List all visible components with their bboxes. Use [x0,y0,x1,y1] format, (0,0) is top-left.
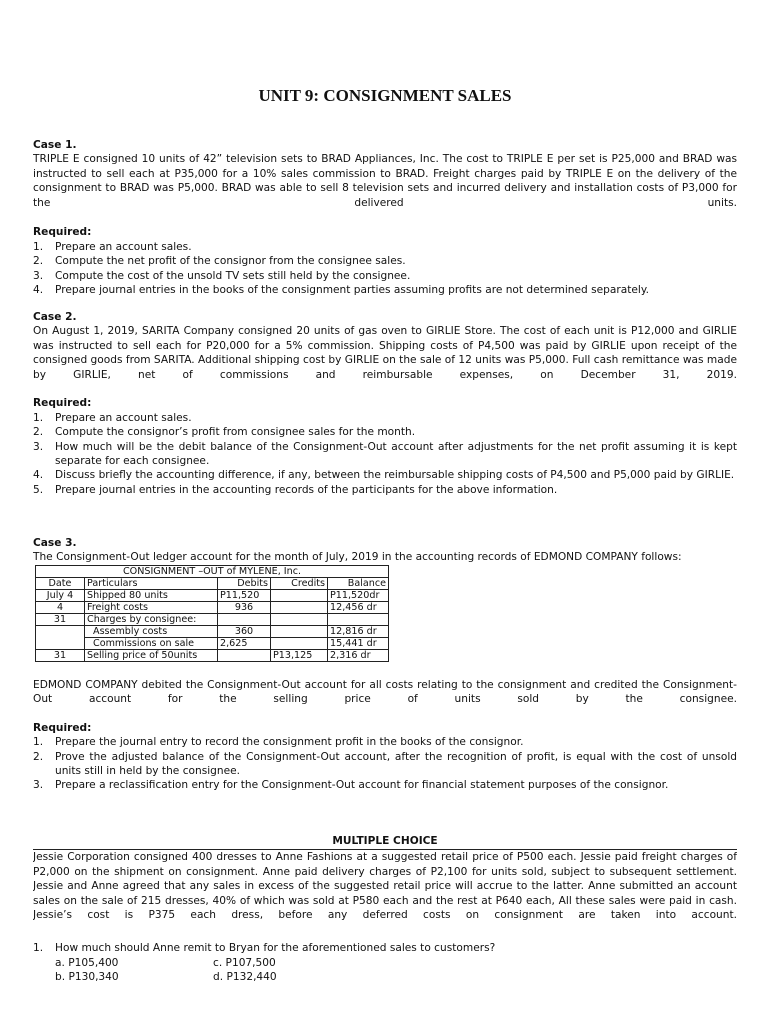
case-1-body: TRIPLE E consigned 10 units of 42” television sets to BRAD Appliances, Inc. The cost to TRIPLE E per set is P25,000 and BRAD was instructed to sell each at P35,000 for a 10% sales commission to BRAD. Freight charges paid by TRIPLE E on the delivery of the consignment to BRAD was P5,000. BRAD was able to sell 8 television sets and incurred delivery and installation costs of P3,000 for the delivered units. [33,153,737,209]
ledger-particulars: Freight costs [85,601,218,613]
case-3-section [33,536,737,793]
table-row [36,649,389,661]
case-2-body: On August 1, 2019, SARITA Company consigned 20 units of gas oven to GIRLIE Store. The cost of each unit is P12,000 and GIRLIE was instructed to sell each for P20,000 for a 5% commission. Shipping costs of P4,500 was paid by GIRLIE upon receipt of the consigned goods from SARITA. Additional shipping cost by GIRLIE on the sale of 12 units was P5,000. Full cash remittance was made by GIRLIE, net of commissions and reimbursable expenses, on December 31, 2019. [33,325,737,381]
ledger-particulars: Assembly costs [85,625,218,637]
case-3-required-label: Required: [33,721,92,734]
ledger-debit: 360 [218,625,271,637]
case-1-required-label: Required: [33,226,92,239]
ledger-credit [271,601,328,613]
ledger-balance: P11,520dr [328,589,389,601]
list-item: 1. Prepare the journal entry to record the consignment profit in the books of the consignor. [33,736,524,749]
ledger-credit [271,625,328,637]
list-item: 2. Compute the net profit of the consignor from the consignee sales. [33,255,406,268]
ledger-header-debits: Debits [218,577,271,589]
list-item: 1. Prepare an account sales. [33,411,192,424]
ledger-title: CONSIGNMENT –OUT of MYLENE, Inc. [36,565,389,577]
ledger-debit: P11,520 [218,589,271,601]
list-item: 4. Prepare journal entries in the books of the consignment parties assuming profits are not determined separately. [33,284,649,297]
ledger-date [36,625,85,637]
list-item: 2. Compute the consignor’s profit from consignee sales for the month. [33,426,416,439]
ledger-balance: 2,316 dr [328,649,389,661]
ledger-header-particulars: Particulars [85,577,218,589]
case-2-heading: Case 2. [33,311,77,323]
case-1-heading: Case 1. [33,139,77,151]
ledger-date: 31 [36,613,85,625]
ledger-credit [271,637,328,649]
ledger-table [35,565,389,662]
ledger-balance [328,613,389,625]
case-2-required-label: Required: [33,397,92,410]
ledger-header-row [36,577,389,589]
question-item: 1. How much should Anne remit to Bryan for the aforementioned sales to customers? [33,942,496,955]
list-item: 1. Prepare an account sales. [33,240,192,253]
question-list [33,941,737,955]
list-item: 2. Prove the adjusted balance of the Consignment-Out account, after the recognition of profit, is equal with the cost of unsold units still in held by the consignee. [33,750,737,778]
page-title: UNIT 9: CONSIGNMENT SALES [258,86,512,105]
list-item: 3. How much will be the debit balance of the Consignment-Out account after adjustments for the net profit assuming it is kept separate for each consignee. [33,440,737,468]
ledger-balance: 12,456 dr [328,601,389,613]
list-item: 3. Prepare a reclassification entry for the Consignment-Out account for financial statement purposes of the consignor. [33,779,669,792]
ledger-particulars: Selling price of 50units [85,649,218,661]
list-item: 5. Prepare journal entries in the accounting records of the participants for the above information. [33,483,558,496]
case-3-intro: The Consignment-Out ledger account for the month of July, 2019 in the accounting records of EDMOND COMPANY follows: [33,551,682,564]
ledger-debit: 936 [218,601,271,613]
table-row [36,589,389,601]
table-row [36,625,389,637]
multiple-choice-title: MULTIPLE CHOICE [332,835,438,847]
list-item: 4. Discuss briefly the accounting difference, if any, between the reimbursable shipping costs of P4,500 and P5,000 paid by GIRLIE. [33,469,735,482]
ledger-debit [218,649,271,661]
case-2-required-list [33,411,737,497]
ledger-particulars: Shipped 80 units [85,589,218,601]
multiple-choice-section [33,834,737,984]
ledger-balance: 12,816 dr [328,625,389,637]
ledger-credit [271,613,328,625]
multiple-choice-body: Jessie Corporation consigned 400 dresses to Anne Fashions at a suggested retail price of P500 each. Jessie paid freight charges of P2,000 on the shipment on consignment. Anne paid delivery charges of P2,100 for units sold, subject to subsequent settlement. Jessie and Anne agreed that any sales in excess of the suggested retail price will accrue to the latter. Anne submitted an account sales on the sale of 215 dresses, 40% of which was sold at P580 each and the rest at P640 each, All these sales were paid in cash. Jessie’s cost is P375 each dress, before any deferred costs on consignment are taken into account. [33,851,737,922]
ledger-credit [271,589,328,601]
question-text: How much should Anne remit to Bryan for the aforementioned sales to customers? [55,942,496,955]
answer-options [33,956,737,984]
ledger-date [36,637,85,649]
table-row [36,601,389,613]
table-row [36,637,389,649]
case-3-required-list [33,735,737,793]
table-row [36,613,389,625]
ledger-header-balance: Balance [328,577,389,589]
ledger-date: 4 [36,601,85,613]
ledger-header-date: Date [36,577,85,589]
option-c[interactable]: c. P107,500 [213,956,276,969]
case-1-required-list [33,240,737,298]
ledger-credit: P13,125 [271,649,328,661]
ledger-date: 31 [36,649,85,661]
ledger-balance: 15,441 dr [328,637,389,649]
case-3-note: EDMOND COMPANY debited the Consignment-Out account for all costs relating to the consignment and credited the Consignment-Out account for the selling price of units sold by the consignee. [33,678,737,706]
option-a[interactable]: a. P105,400 [55,956,119,969]
case-3-heading: Case 3. [33,537,77,549]
case-2-section [33,310,737,497]
ledger-debit [218,613,271,625]
ledger-date: July 4 [36,589,85,601]
ledger-header-credits: Credits [271,577,328,589]
ledger-particulars: Charges by consignee: [85,613,218,625]
case-1-section [33,138,737,297]
ledger-particulars: Commissions on sale [85,637,218,649]
option-d[interactable]: d. P132,440 [213,970,277,983]
option-b[interactable]: b. P130,340 [55,970,119,983]
list-item: 3. Compute the cost of the unsold TV sets still held by the consignee. [33,269,411,282]
ledger-debit: 2,625 [218,637,271,649]
